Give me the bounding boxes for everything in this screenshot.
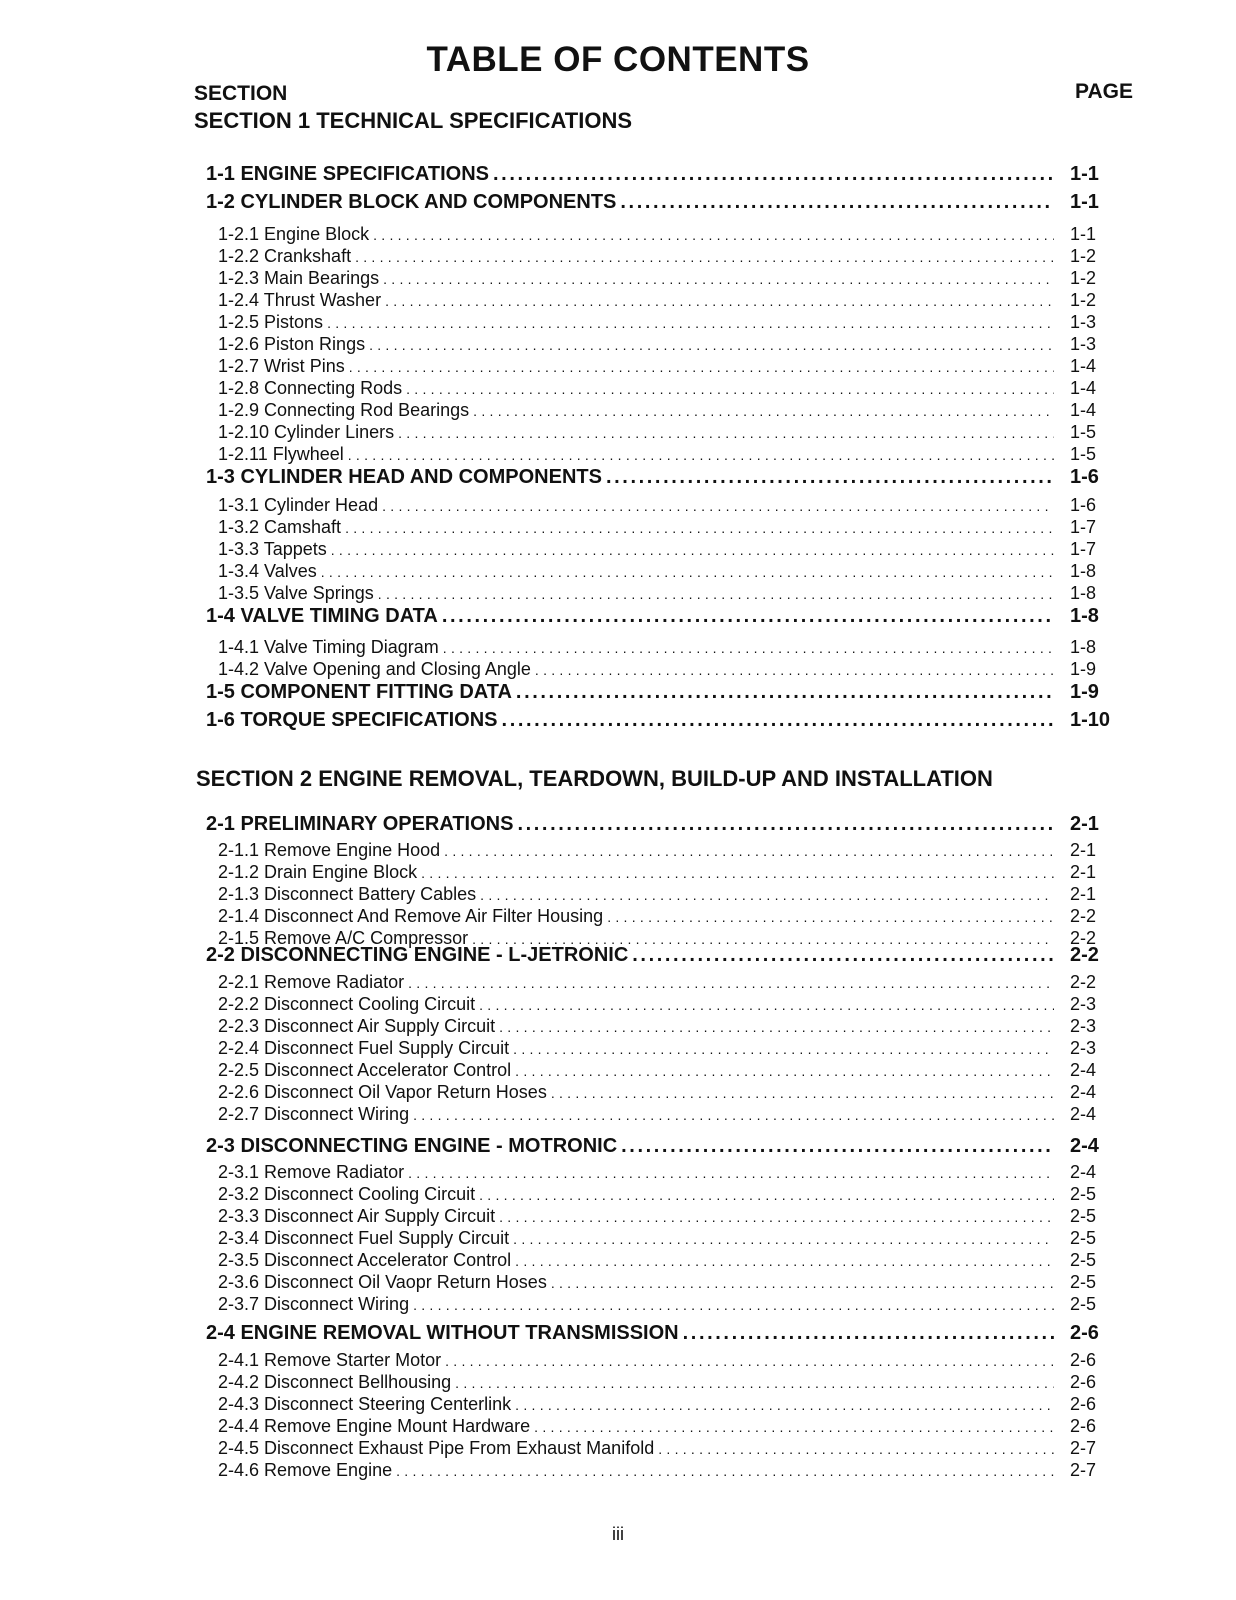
page-column-header: PAGE bbox=[1075, 80, 1133, 103]
dot-leader bbox=[632, 944, 1054, 967]
toc-major-entry[interactable] bbox=[206, 709, 1111, 732]
entry-title: 1-3.3 Tappets bbox=[218, 539, 327, 559]
entry-title: 1-3.2 Camshaft bbox=[218, 517, 342, 537]
dot-leader bbox=[493, 163, 1054, 186]
entry-page-number: 2-1 bbox=[1070, 862, 1097, 882]
dot-leader bbox=[348, 444, 1054, 465]
entry-title: 1-4 VALVE TIMING DATA bbox=[206, 605, 438, 627]
entry-page-number: 2-4 bbox=[1070, 1082, 1097, 1102]
toc-minor-entry[interactable] bbox=[218, 840, 1097, 861]
entry-page-number: 2-5 bbox=[1070, 1228, 1097, 1248]
entry-page-number: 2-1 bbox=[1070, 813, 1099, 835]
dot-leader bbox=[517, 813, 1054, 836]
entry-page-number: 2-2 bbox=[1070, 972, 1097, 992]
entry-page-number: 1-3 bbox=[1070, 334, 1097, 354]
dot-leader bbox=[621, 1135, 1054, 1158]
toc-minor-entry[interactable] bbox=[218, 517, 1097, 538]
entry-title: 1-2.11 Flywheel bbox=[218, 444, 344, 464]
entry-title: 2-4.5 Disconnect Exhaust Pipe From Exhaust Manifold bbox=[218, 1438, 655, 1458]
dot-leader bbox=[442, 605, 1054, 628]
entry-title: 1-2.9 Connecting Rod Bearings bbox=[218, 400, 470, 420]
entry-page-number: 2-5 bbox=[1070, 1206, 1097, 1226]
entry-title: 2-4.4 Remove Engine Mount Hardware bbox=[218, 1416, 531, 1436]
dot-leader bbox=[378, 583, 1054, 604]
entry-page-number: 1-8 bbox=[1070, 637, 1097, 657]
dot-leader bbox=[355, 246, 1054, 267]
entry-title: 1-2.10 Cylinder Liners bbox=[218, 422, 395, 442]
entry-title: 1-1 ENGINE SPECIFICATIONS bbox=[206, 163, 490, 185]
entry-page-number: 1-2 bbox=[1070, 268, 1097, 288]
toc-minor-entry[interactable] bbox=[218, 1228, 1097, 1249]
entry-page-number: 1-6 bbox=[1070, 466, 1099, 488]
toc-minor-entry[interactable] bbox=[218, 290, 1097, 311]
dot-leader bbox=[398, 422, 1054, 443]
dot-leader bbox=[683, 1322, 1054, 1345]
dot-leader bbox=[349, 356, 1054, 377]
toc-minor-entry[interactable] bbox=[218, 400, 1097, 421]
toc-minor-entry[interactable] bbox=[218, 884, 1097, 905]
entry-title: 2-3 DISCONNECTING ENGINE - MOTRONIC bbox=[206, 1135, 618, 1157]
toc-minor-entry[interactable] bbox=[218, 1060, 1097, 1081]
entry-title: 2-3.7 Disconnect Wiring bbox=[218, 1294, 410, 1314]
page-title: TABLE OF CONTENTS bbox=[426, 40, 810, 79]
toc-minor-entry[interactable] bbox=[218, 1394, 1097, 1415]
toc-minor-entry[interactable] bbox=[218, 1294, 1097, 1315]
entry-title: 1-2 CYLINDER BLOCK AND COMPONENTS bbox=[206, 191, 617, 213]
entry-title: 1-5 COMPONENT FITTING DATA bbox=[206, 681, 512, 703]
toc-minor-entry[interactable] bbox=[218, 994, 1097, 1015]
dot-leader bbox=[413, 1104, 1054, 1125]
entry-page-number: 2-2 bbox=[1070, 906, 1097, 926]
dot-leader bbox=[515, 1394, 1054, 1415]
toc-minor-entry[interactable] bbox=[218, 1416, 1097, 1437]
entry-page-number: 2-4 bbox=[1070, 1060, 1097, 1080]
dot-leader bbox=[421, 862, 1054, 883]
dot-leader bbox=[369, 334, 1054, 355]
toc-minor-entry[interactable] bbox=[218, 1272, 1097, 1293]
entry-title: 1-2.6 Piston Rings bbox=[218, 334, 366, 354]
entry-page-number: 2-2 bbox=[1070, 944, 1099, 966]
entry-page-number: 1-4 bbox=[1070, 356, 1097, 376]
entry-page-number: 1-10 bbox=[1070, 709, 1111, 731]
entry-page-number: 2-4 bbox=[1070, 1104, 1097, 1124]
dot-leader bbox=[385, 290, 1054, 311]
toc-major-entry[interactable] bbox=[206, 1135, 1099, 1158]
entry-title: 2-3.3 Disconnect Air Supply Circuit bbox=[218, 1206, 496, 1226]
entry-title: 1-4.1 Valve Timing Diagram bbox=[218, 637, 439, 657]
entry-page-number: 2-3 bbox=[1070, 1016, 1097, 1036]
entry-title: 2-1.1 Remove Engine Hood bbox=[218, 840, 441, 860]
toc-major-entry[interactable] bbox=[206, 813, 1099, 836]
toc-minor-entry[interactable] bbox=[218, 334, 1097, 355]
entry-page-number: 2-4 bbox=[1070, 1162, 1097, 1182]
entry-page-number: 2-1 bbox=[1070, 884, 1097, 904]
entry-title: 2-4 ENGINE REMOVAL WITHOUT TRANSMISSION bbox=[206, 1322, 679, 1344]
entry-title: 1-2.1 Engine Block bbox=[218, 224, 370, 244]
page-number: iii bbox=[612, 1524, 624, 1544]
entry-page-number: 2-3 bbox=[1070, 994, 1097, 1014]
entry-page-number: 1-7 bbox=[1070, 539, 1097, 559]
entry-page-number: 2-6 bbox=[1070, 1394, 1097, 1414]
section-column-header: SECTION bbox=[194, 82, 288, 105]
entry-page-number: 1-1 bbox=[1070, 163, 1099, 185]
toc-minor-entry[interactable] bbox=[218, 972, 1097, 993]
dot-leader bbox=[443, 637, 1054, 658]
toc-major-entry[interactable] bbox=[206, 681, 1099, 704]
entry-title: 1-3.1 Cylinder Head bbox=[218, 495, 379, 515]
entry-page-number: 2-5 bbox=[1070, 1250, 1097, 1270]
entry-title: 2-4.1 Remove Starter Motor bbox=[218, 1350, 442, 1370]
dot-leader bbox=[516, 681, 1054, 704]
toc-minor-entry[interactable] bbox=[218, 539, 1097, 560]
entry-page-number: 1-1 bbox=[1070, 224, 1097, 244]
dot-leader bbox=[408, 1162, 1054, 1183]
entry-title: 2-2.5 Disconnect Accelerator Control bbox=[218, 1060, 512, 1080]
toc-minor-entry[interactable] bbox=[218, 1438, 1097, 1459]
entry-page-number: 1-2 bbox=[1070, 246, 1097, 266]
entry-page-number: 2-3 bbox=[1070, 1038, 1097, 1058]
toc-minor-entry[interactable] bbox=[218, 1162, 1097, 1183]
entry-page-number: 1-8 bbox=[1070, 561, 1097, 581]
dot-leader bbox=[499, 1016, 1054, 1037]
dot-leader bbox=[606, 466, 1054, 489]
entry-page-number: 2-5 bbox=[1070, 1272, 1097, 1292]
toc-minor-entry[interactable] bbox=[218, 444, 1097, 465]
toc-minor-entry[interactable] bbox=[218, 422, 1097, 443]
toc-minor-entry[interactable] bbox=[218, 1082, 1097, 1103]
dot-leader bbox=[444, 840, 1054, 861]
entry-title: 1-6 TORQUE SPECIFICATIONS bbox=[206, 709, 498, 731]
dot-leader bbox=[383, 268, 1054, 289]
entry-page-number: 2-5 bbox=[1070, 1294, 1097, 1314]
entry-page-number: 1-8 bbox=[1070, 583, 1097, 603]
entry-page-number: 2-6 bbox=[1070, 1416, 1097, 1436]
toc-major-entry[interactable] bbox=[206, 1322, 1099, 1345]
dot-leader bbox=[534, 1416, 1054, 1437]
dot-leader bbox=[406, 378, 1054, 399]
entry-title: 2-1.5 Remove A/C Compressor bbox=[218, 928, 469, 948]
entry-title: 2-3.1 Remove Radiator bbox=[218, 1162, 405, 1182]
entry-title: 2-2.2 Disconnect Cooling Circuit bbox=[218, 994, 476, 1014]
entry-title: 2-1 PRELIMINARY OPERATIONS bbox=[206, 813, 514, 835]
entry-title: 2-1.4 Disconnect And Remove Air Filter Housing bbox=[218, 906, 604, 926]
entry-title: 2-3.4 Disconnect Fuel Supply Circuit bbox=[218, 1228, 510, 1248]
entry-title: 2-3.6 Disconnect Oil Vaopr Return Hoses bbox=[218, 1272, 547, 1292]
toc-minor-entry[interactable] bbox=[218, 224, 1097, 245]
section-heading: SECTION 2 ENGINE REMOVAL, TEARDOWN, BUILD-UP AND INSTALLATION bbox=[196, 766, 993, 791]
entry-title: 2-2 DISCONNECTING ENGINE - L-JETRONIC bbox=[206, 944, 629, 966]
toc-minor-entry[interactable] bbox=[218, 356, 1097, 377]
toc-minor-entry[interactable] bbox=[218, 268, 1097, 289]
entry-page-number: 1-7 bbox=[1070, 517, 1097, 537]
entry-title: 2-2.4 Disconnect Fuel Supply Circuit bbox=[218, 1038, 510, 1058]
entry-title: 2-2.7 Disconnect Wiring bbox=[218, 1104, 410, 1124]
entry-title: 2-2.3 Disconnect Air Supply Circuit bbox=[218, 1016, 496, 1036]
entry-title: 1-2.2 Crankshaft bbox=[218, 246, 352, 266]
toc-minor-entry[interactable] bbox=[218, 1038, 1097, 1059]
toc-minor-entry[interactable] bbox=[218, 561, 1097, 582]
entry-page-number: 2-6 bbox=[1070, 1322, 1099, 1344]
dot-leader bbox=[658, 1438, 1054, 1459]
dot-leader bbox=[479, 1184, 1054, 1205]
dot-leader bbox=[607, 906, 1054, 927]
entry-title: 1-2.4 Thrust Washer bbox=[218, 290, 382, 310]
dot-leader bbox=[445, 1350, 1054, 1371]
toc-minor-entry[interactable] bbox=[218, 495, 1097, 516]
toc-minor-entry[interactable] bbox=[218, 1016, 1097, 1037]
toc-minor-entry[interactable] bbox=[218, 378, 1097, 399]
dot-leader bbox=[373, 224, 1054, 245]
toc-minor-entry[interactable] bbox=[218, 906, 1097, 927]
dot-leader bbox=[551, 1272, 1054, 1293]
dot-leader bbox=[331, 539, 1054, 560]
dot-leader bbox=[479, 994, 1054, 1015]
toc-major-entry[interactable] bbox=[206, 163, 1099, 186]
entry-page-number: 1-5 bbox=[1070, 422, 1097, 442]
toc-minor-entry[interactable] bbox=[218, 1184, 1097, 1205]
dot-leader bbox=[551, 1082, 1054, 1103]
toc-minor-entry[interactable] bbox=[218, 1250, 1097, 1271]
dot-leader bbox=[535, 659, 1054, 680]
entry-title: 2-4.3 Disconnect Steering Centerlink bbox=[218, 1394, 512, 1414]
dot-leader bbox=[473, 400, 1054, 421]
dot-leader bbox=[396, 1460, 1054, 1481]
dot-leader bbox=[408, 972, 1054, 993]
toc-major-entry[interactable] bbox=[206, 944, 1099, 967]
dot-leader bbox=[513, 1038, 1054, 1059]
dot-leader bbox=[455, 1372, 1054, 1393]
entry-title: 2-3.2 Disconnect Cooling Circuit bbox=[218, 1184, 476, 1204]
dot-leader bbox=[480, 884, 1054, 905]
entry-title: 2-1.3 Disconnect Battery Cables bbox=[218, 884, 477, 904]
entry-page-number: 2-2 bbox=[1070, 928, 1097, 948]
toc-major-entry[interactable] bbox=[206, 191, 1099, 214]
dot-leader bbox=[413, 1294, 1054, 1315]
toc-minor-entry[interactable] bbox=[218, 583, 1097, 604]
entry-title: 2-4.2 Disconnect Bellhousing bbox=[218, 1372, 452, 1392]
entry-title: 2-1.2 Drain Engine Block bbox=[218, 862, 418, 882]
toc-minor-entry[interactable] bbox=[218, 1350, 1097, 1371]
entry-page-number: 1-1 bbox=[1070, 191, 1099, 213]
toc-minor-entry[interactable] bbox=[218, 659, 1097, 680]
dot-leader bbox=[502, 709, 1054, 732]
entry-page-number: 2-7 bbox=[1070, 1438, 1097, 1458]
entry-title: 2-2.1 Remove Radiator bbox=[218, 972, 405, 992]
entry-title: 2-3.5 Disconnect Accelerator Control bbox=[218, 1250, 512, 1270]
dot-leader bbox=[515, 1060, 1054, 1081]
entry-page-number: 1-2 bbox=[1070, 290, 1097, 310]
entry-page-number: 1-9 bbox=[1070, 681, 1099, 703]
dot-leader bbox=[515, 1250, 1054, 1271]
entry-page-number: 1-9 bbox=[1070, 659, 1097, 679]
dot-leader bbox=[345, 517, 1054, 538]
dot-leader bbox=[620, 191, 1054, 214]
section-heading: SECTION 1 TECHNICAL SPECIFICATIONS bbox=[194, 108, 633, 133]
toc-major-entry[interactable] bbox=[206, 605, 1099, 628]
toc-minor-entry[interactable] bbox=[218, 312, 1097, 333]
entry-page-number: 1-4 bbox=[1070, 400, 1097, 420]
entry-title: 2-2.6 Disconnect Oil Vapor Return Hoses bbox=[218, 1082, 547, 1102]
entry-title: 1-3 CYLINDER HEAD AND COMPONENTS bbox=[206, 466, 602, 488]
toc-minor-entry[interactable] bbox=[218, 1372, 1097, 1393]
dot-leader bbox=[382, 495, 1054, 516]
toc-minor-entry[interactable] bbox=[218, 862, 1097, 883]
entry-page-number: 2-6 bbox=[1070, 1372, 1097, 1392]
entry-page-number: 1-5 bbox=[1070, 444, 1097, 464]
entry-page-number: 2-6 bbox=[1070, 1350, 1097, 1370]
toc-minor-entry[interactable] bbox=[218, 637, 1097, 658]
toc-major-entry[interactable] bbox=[206, 466, 1099, 489]
toc-minor-entry[interactable] bbox=[218, 246, 1097, 267]
dot-leader bbox=[327, 312, 1054, 333]
entry-page-number: 2-1 bbox=[1070, 840, 1097, 860]
entry-page-number: 2-7 bbox=[1070, 1460, 1097, 1480]
dot-leader bbox=[499, 1206, 1054, 1227]
entry-page-number: 1-6 bbox=[1070, 495, 1097, 515]
entry-title: 1-2.8 Connecting Rods bbox=[218, 378, 403, 398]
entry-page-number: 1-4 bbox=[1070, 378, 1097, 398]
dot-leader bbox=[513, 1228, 1054, 1249]
entry-page-number: 1-8 bbox=[1070, 605, 1099, 627]
toc-minor-entry[interactable] bbox=[218, 1104, 1097, 1125]
entry-page-number: 2-4 bbox=[1070, 1135, 1099, 1157]
entry-title: 1-4.2 Valve Opening and Closing Angle bbox=[218, 659, 531, 679]
entry-title: 1-2.5 Pistons bbox=[218, 312, 324, 332]
entry-page-number: 2-5 bbox=[1070, 1184, 1097, 1204]
entry-title: 2-4.6 Remove Engine bbox=[218, 1460, 393, 1480]
dot-leader bbox=[321, 561, 1054, 582]
entry-title: 1-3.5 Valve Springs bbox=[218, 583, 374, 603]
entry-title: 1-3.4 Valves bbox=[218, 561, 317, 581]
toc-minor-entry[interactable] bbox=[218, 1206, 1097, 1227]
toc-minor-entry[interactable] bbox=[218, 1460, 1097, 1481]
entry-title: 1-2.7 Wrist Pins bbox=[218, 356, 345, 376]
entry-page-number: 1-3 bbox=[1070, 312, 1097, 332]
entry-title: 1-2.3 Main Bearings bbox=[218, 268, 380, 288]
